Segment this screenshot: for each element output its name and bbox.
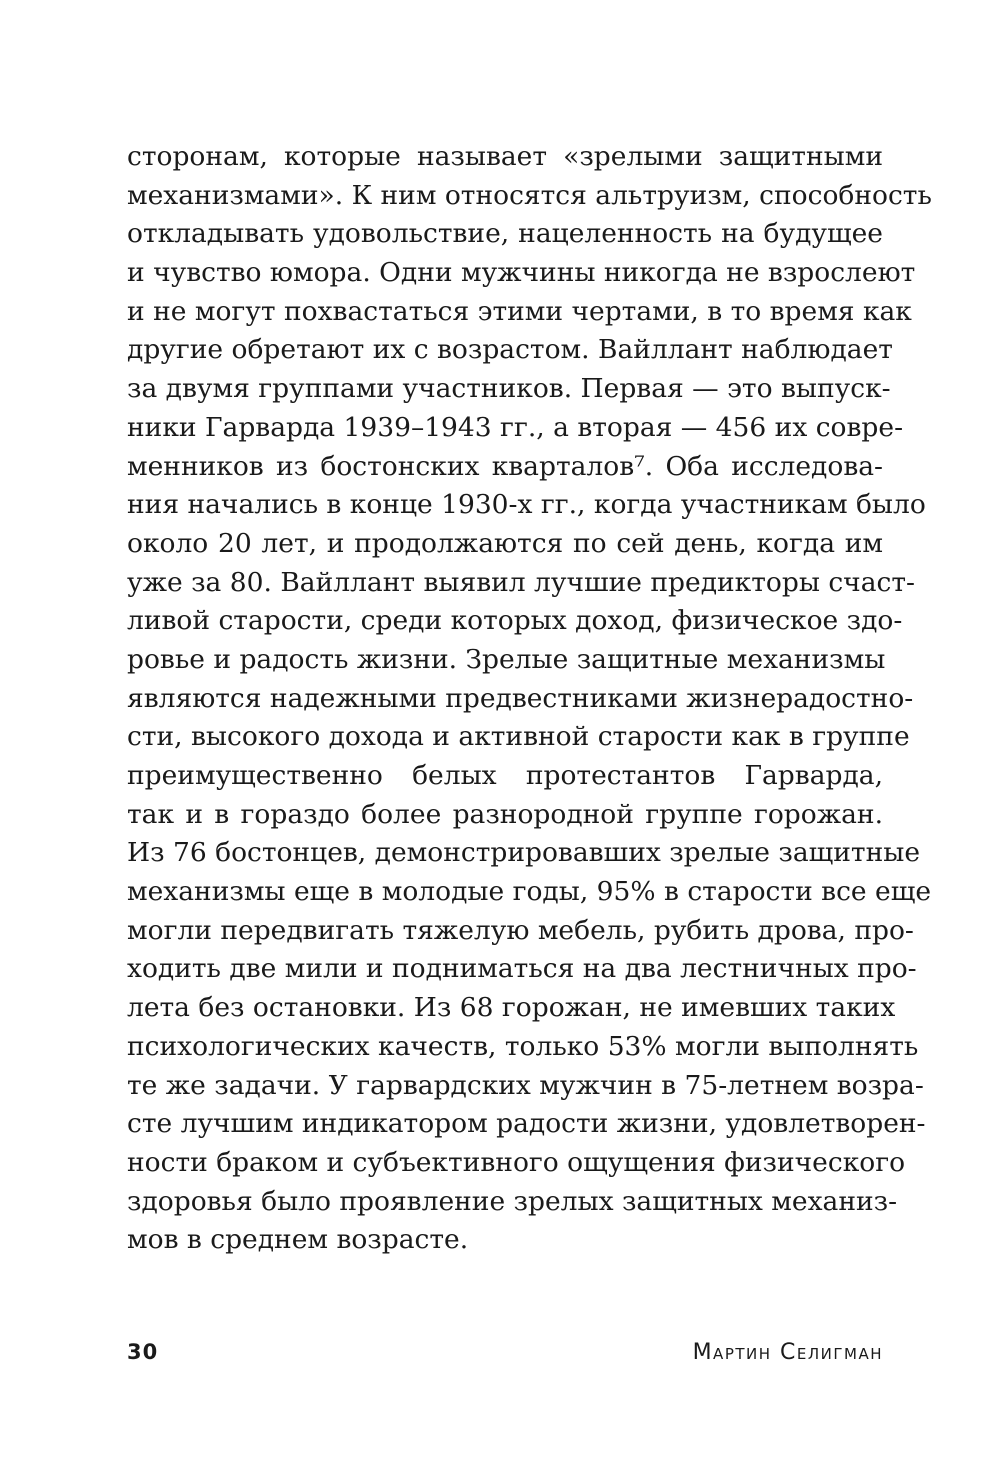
text-line: ники Гарварда 1939–1943 гг., а вторая — 456 их совре- xyxy=(127,411,904,443)
text-line: ливой старости, среди которых доход, физическое здо- xyxy=(127,605,903,637)
text-line: психологических качеств, только 53% могли выполнять xyxy=(127,1030,919,1062)
text-line: лета без остановки. Из 68 горожан, не имевших таких xyxy=(127,992,896,1024)
text-line: менников из бостонских кварталов⁷. Оба исследова- xyxy=(127,450,883,482)
text-line: так и в гораздо более разнородной группе горожан. xyxy=(127,798,883,830)
text-line: механизмы еще в молодые годы, 95% в старости все еще xyxy=(127,876,932,908)
text-line: за двумя группами участников. Первая — это выпуск- xyxy=(127,373,891,405)
text-line: сте лучшим индикатором радости жизни, удовлетворен- xyxy=(127,1108,926,1140)
text-line: мов в среднем возрасте. xyxy=(127,1224,469,1256)
text-line: сти, высокого дохода и активной старости как в группе xyxy=(127,721,910,753)
text-line: ходить две мили и подниматься на два лестничных про- xyxy=(127,953,917,985)
text-line: могли передвигать тяжелую мебель, рубить дрова, про- xyxy=(127,914,914,946)
text-line: ния начались в конце 1930-х гг., когда участникам было xyxy=(127,489,926,521)
text-line: сторонам, которые называет «зрелыми защитными xyxy=(127,141,883,172)
text-line: уже за 80. Вайллант выявил лучшие предикторы счаст- xyxy=(127,566,915,598)
text-line: являются надежными предвестниками жизнерадостно- xyxy=(127,682,914,714)
text-line: другие обретают их с возрастом. Вайллант наблюдает xyxy=(127,334,893,366)
text-line: и не могут похвастаться этими чертами, в то время как xyxy=(127,295,912,327)
text-line: те же задачи. У гарвардских мужчин в 75-летнем возра- xyxy=(127,1069,924,1101)
text-line: здоровья было проявление зрелых защитных механиз- xyxy=(127,1185,898,1217)
text-line: и чувство юмора. Одни мужчины никогда не взрослеют xyxy=(127,257,916,289)
text-line: Из 76 бостонцев, демонстрировавших зрелые защитные xyxy=(127,837,921,869)
text-line: преимущественно белых протестантов Гарварда, xyxy=(127,760,883,791)
text-line: около 20 лет, и продолжаются по сей день, когда им xyxy=(127,527,883,559)
text-line: механизмами». К ним относятся альтруизм, способность xyxy=(127,179,932,211)
text-line: ровье и радость жизни. Зрелые защитные механизмы xyxy=(127,643,886,675)
text-line: ности браком и субъективного ощущения физического xyxy=(127,1146,906,1178)
body-text xyxy=(127,138,932,1260)
running-head-author: Мартин Селигман xyxy=(692,1340,883,1365)
text-line: откладывать удовольствие, нацеленность на будущее xyxy=(127,218,883,250)
page-footer xyxy=(127,1340,883,1365)
page-number: 30 xyxy=(127,1340,159,1364)
